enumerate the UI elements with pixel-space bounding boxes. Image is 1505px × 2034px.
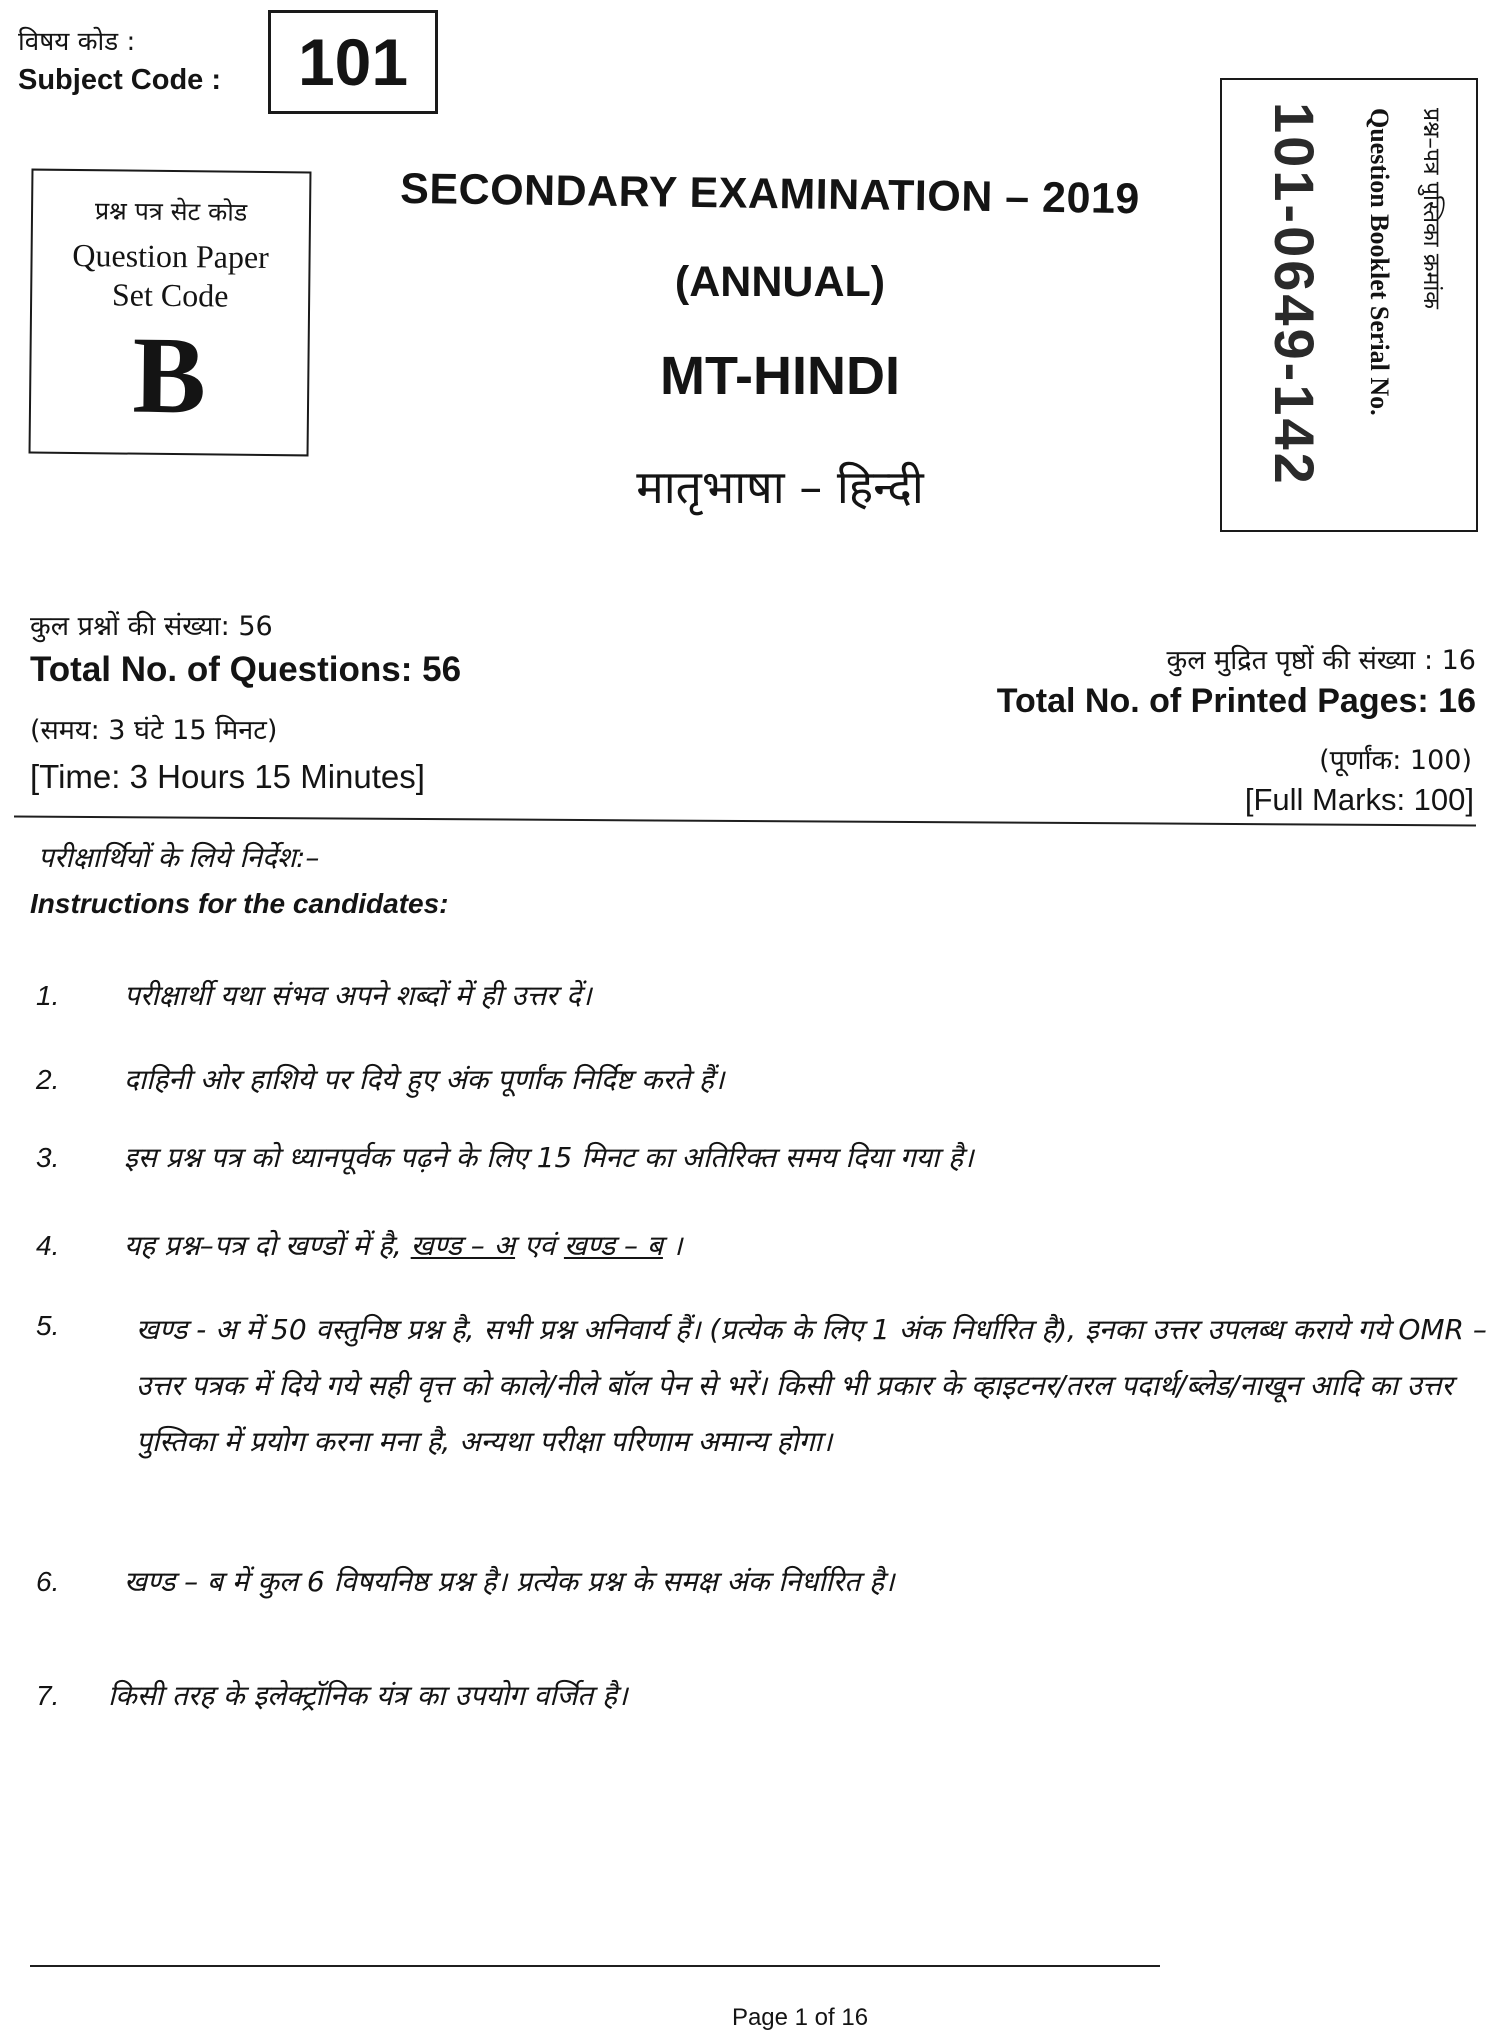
instruction-number: 1.: [36, 980, 60, 1011]
instruction-number: 7.: [36, 1680, 60, 1711]
instruction-text: दाहिनी ओर हाशिये पर दिये हुए अंक पूर्णांक निर्दिष्ट करते हैं।: [124, 1063, 725, 1096]
instruction-text: खण्ड - अ में 50 वस्तुनिष्ठ प्रश्न है, सभी प्रश्न अनिवार्य हैं। (प्रत्येक के लिए 1 अंक निर्धारित है), इनका उत्तर उपलब्ध कराये गये OMR – उत्तर पत्रक में दिये गये सही वृत्त को काले/नीले बॉल पेन से भरें। किसी भी प्रकार के व्हाइटनर/तरल पदार्थ/ब्लेड/नाखून आदि का उत्तर पुस्तिका में प्रयोग करना मना है, अन्यथा परीक्षा परिणाम अमान्य होगा।: [136, 1313, 1487, 1458]
total-pages: Total No. of Printed Pages: 16: [996, 682, 1476, 720]
total-questions: Total No. of Questions: 56: [30, 650, 462, 689]
exam-type: (ANNUAL): [674, 258, 886, 306]
instruction-number: 4.: [36, 1230, 60, 1261]
instructions-heading: Instructions for the candidates:: [30, 888, 449, 919]
instruction-number: 3.: [36, 1142, 60, 1173]
page-number: Page 1 of 16: [731, 2004, 869, 2031]
booklet-serial-label-hi: प्रश्न–पत्र पुस्तिका क्रमांक: [1418, 108, 1444, 309]
booklet-serial-box: [1220, 78, 1478, 532]
subject-code-label: Subject Code :: [18, 64, 222, 96]
instruction-text-mid: एवं: [515, 1229, 564, 1262]
set-code-label-line1: Question Paper: [72, 236, 269, 276]
subject-code-label-hi: विषय कोड :: [18, 27, 136, 57]
instruction-number: 6.: [36, 1566, 60, 1597]
instruction-text: खण्ड – ब में कुल 6 विषयनिष्ठ प्रश्न है। प्रत्येक प्रश्न के समक्ष अंक निर्धारित है।: [124, 1565, 895, 1598]
booklet-serial-label: Question Booklet Serial No.: [1365, 108, 1394, 416]
exam-subject: MT-HINDI: [660, 346, 900, 406]
full-marks: [Full Marks: 100]: [1244, 782, 1474, 817]
part-a-label: खण्ड – अ: [410, 1229, 516, 1262]
set-code-box: [29, 169, 312, 457]
booklet-serial-number: 101-0649-142: [1263, 102, 1326, 487]
instruction-text: परीक्षार्थी यथा संभव अपने शब्दों में ही उत्तर दें।: [124, 979, 592, 1012]
instruction-text: किसी तरह के इलेक्ट्रॉनिक यंत्र का उपयोग वर्जित है।: [108, 1679, 628, 1712]
set-code-value: B: [132, 313, 207, 437]
divider-bottom: [30, 1965, 1160, 1967]
time-hi: (समय: 3 घंटे 15 मिनट): [30, 715, 278, 746]
time: [Time: 3 Hours 15 Minutes]: [30, 758, 425, 795]
instruction-text-post: ।: [662, 1229, 683, 1262]
set-code-label-hi: प्रश्न पत्र सेट कोड: [94, 196, 248, 227]
subject-code-box: 101: [268, 10, 438, 114]
part-b-label: खण्ड – ब: [563, 1229, 663, 1262]
set-code-label-line2: Set Code: [111, 276, 229, 314]
total-questions-hi: कुल प्रश्नों की संख्या: 56: [30, 611, 273, 642]
instruction-number: 5.: [36, 1310, 60, 1341]
full-marks-hi: (पूर्णांक: 100): [1319, 745, 1472, 776]
instruction-number: 2.: [36, 1064, 60, 1095]
instruction-text-pre: यह प्रश्न–पत्र दो खण्डों में है,: [124, 1229, 411, 1262]
instructions-heading-hi: परीक्षार्थियों के लिये निर्देश:–: [38, 841, 320, 874]
exam-subject-hi: मातृभाषा – हिन्दी: [636, 460, 924, 514]
instruction-text: [124, 1222, 1484, 1270]
instruction-text: इस प्रश्न पत्र को ध्यानपूर्वक पढ़ने के लिए 15 मिनट का अतिरिक्त समय दिया गया है।: [124, 1141, 974, 1174]
exam-title: SECONDARY EXAMINATION – 2019: [399, 164, 1141, 224]
total-pages-hi: कुल मुद्रित पृष्ठों की संख्या : 16: [1166, 645, 1476, 676]
